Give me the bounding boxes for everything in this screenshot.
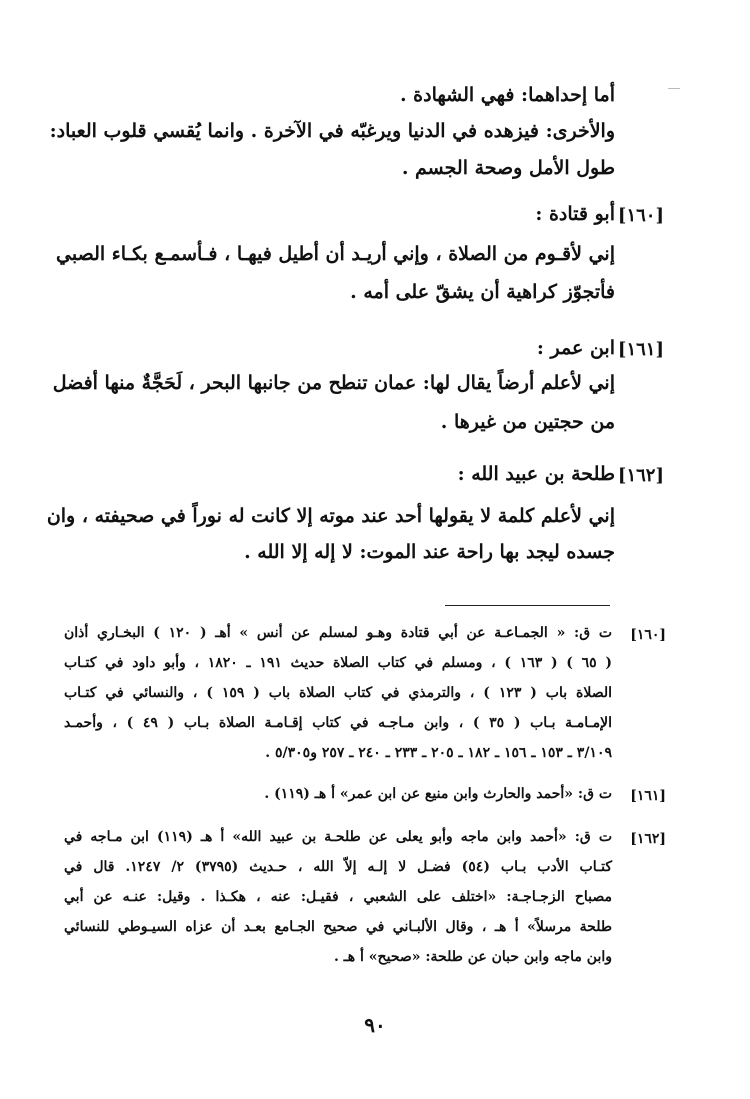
scan-mark: [668, 88, 680, 89]
entry-161-line-1: إني لأعلم أرضاً يقال لها: عمان تنطح من جانبها البحر ، لَحَجَّةٌ منها أفضل: [52, 372, 615, 394]
footnote-160-line-3: الصلاة باب ( ١٢٣ ) ، والترمذي في كتاب الصلاة باب ( ١٥٩ ) ، والنسائي في كتـاب: [64, 685, 612, 701]
entry-narrator-162: طلحة بن عبيد الله :: [457, 463, 615, 485]
entry-160-line-1: إني لأقـوم من الصلاة ، وإني أريـد أن أطيل فيهـا ، فـأسمـع بكـاء الصبي: [56, 243, 615, 265]
entry-narrator-160: أبو قتادة :: [535, 203, 615, 225]
entry-number-161: [١٦١]: [617, 339, 664, 360]
entry-number-160: [١٦٠]: [617, 205, 664, 226]
intro-line-1: أما إحداهما: فهي الشهادة .: [399, 84, 615, 106]
intro-line-3: طول الأمل وصحة الجسم .: [401, 157, 615, 179]
footnote-number-162: [١٦٢]: [630, 831, 666, 847]
footnote-161-line-1: ت ق: «أحمد والحارث وابن منيع عن ابن عمر» أ هـ (١١٩) .: [264, 786, 612, 802]
footnote-162-line-4: طلحة مرسلاً» أ هـ ، وقال الألبـاني في صحيح الجـامع بعـد أن عزاه السيـوطي للنسائي: [64, 919, 612, 935]
entry-160-line-2: فأتجوّز كراهية أن يشقّ على أمه .: [350, 281, 615, 303]
footnote-160-line-2: ( ٦٥ ) ( ١٦٣ ) ، ومسلم في كتاب الصلاة حديث ١٩١ ـ ١٨٢٠ ، وأبو داود في كتـاب: [64, 655, 612, 671]
entry-narrator-161: ابن عمر :: [536, 337, 615, 359]
footnote-number-160: [١٦٠]: [630, 627, 666, 643]
entry-162-line-1: إني لأعلم كلمة لا يقولها أحد عند موته إلا كانت له نوراً في صحيفته ، وان: [46, 505, 615, 527]
footnote-162-line-1: ت ق: «أحمد وابن ماجه وأبو يعلى عن طلحـة بن عبيد الله» أ هـ (١١٩) ابن مـاجه في: [64, 829, 613, 845]
footnote-162-line-3: مصباح الزجـاجـة: «اختلف على الشعبي ، فقيـل: عنه ، هكـذا . وقيل: عنـه عن أبي: [64, 889, 612, 905]
footnote-162-line-2: كتـاب الأدب بـاب (٥٤) فضـل لا إلـه إلاّ الله ، حـديث (٣٧٩٥) ٢/ ١٢٤٧. قال في: [64, 859, 612, 875]
footnote-number-161: [١٦١]: [630, 788, 666, 804]
footnote-162-line-5: وابن ماجه وابن حبان عن طلحة: «صحيح» أ هـ .: [333, 949, 612, 965]
footnote-160-line-4: الإمـامـة بـاب ( ٣٥ ) ، وابن مـاجـه في كتاب إقـامـة الصلاة بـاب ( ٤٩ ) ، وأحمـد: [64, 715, 612, 731]
intro-line-2: والأخرى: فيزهده في الدنيا ويرغبّه في الآخرة . وانما يُقسي قلوب العباد:: [49, 120, 615, 142]
footnote-160-line-5: ٣/١٠٩ ـ ١٥٣ ـ ١٥٦ ـ ١٨٢ ـ ٢٠٥ ـ ٢٣٣ ـ ٢٤٠ ـ ٢٥٧ و٥/٣٠٥ .: [265, 745, 612, 761]
footnote-separator: [445, 605, 610, 606]
entry-161-line-2: من حجتين من غيرها .: [440, 411, 615, 433]
footnote-160-line-1: ت ق: « الجمـاعـة عن أبي قتادة وهـو لمسلم عن أنس » أهـ ( ١٢٠ ) البخـاري أذان: [64, 625, 612, 641]
page-number: ٩٠: [364, 1013, 386, 1037]
entry-number-162: [١٦٢]: [617, 465, 664, 486]
entry-162-line-2: جسده ليجد بها راحة عند الموت: لا إله إلا الله .: [244, 541, 615, 563]
